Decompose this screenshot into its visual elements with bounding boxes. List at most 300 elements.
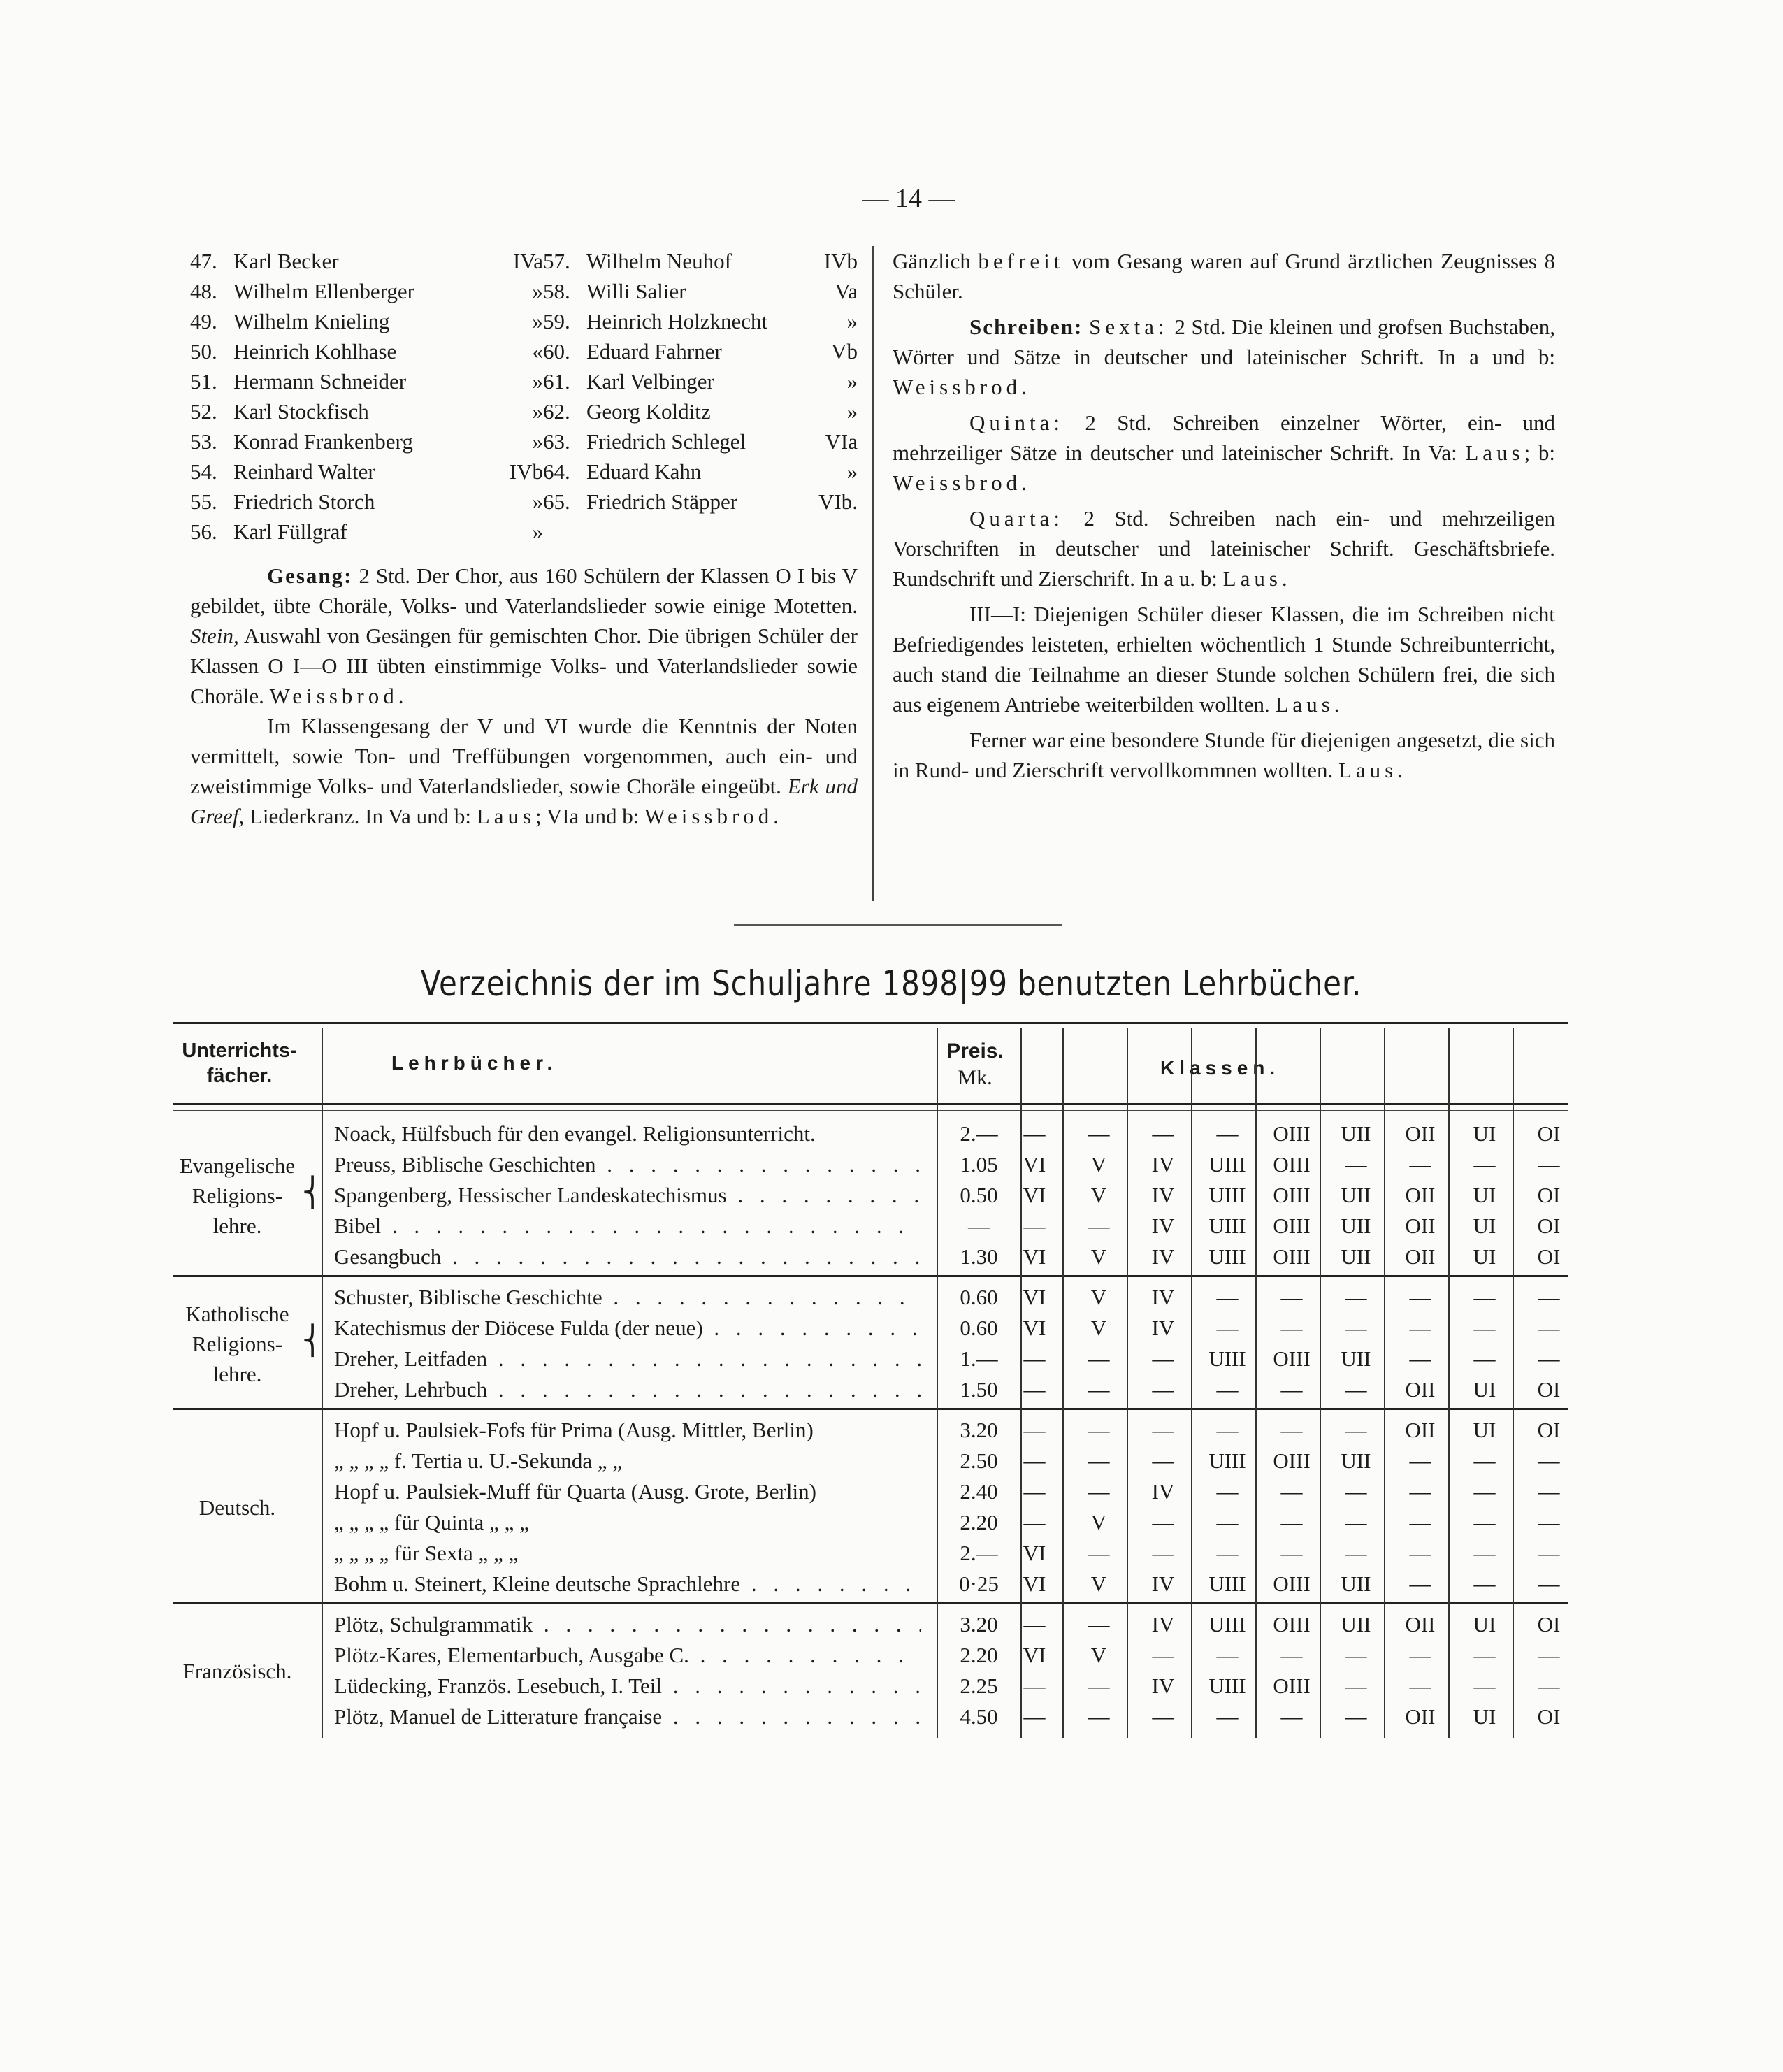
header-bottom-rule [173,1103,1568,1105]
student-class: » [532,519,543,544]
gesang-heading: Gesang: [267,563,353,588]
class-cell: OIII [1273,1183,1311,1207]
class-cell: UII [1341,1571,1371,1596]
student-class: IVb [823,249,858,273]
book-title: Katechismus der Diöcese Fulda (der neue) . . . [334,1313,921,1343]
gesang-paragraph [190,561,858,711]
class-cell: — [1152,1346,1174,1371]
class-cell: — [1345,1285,1367,1309]
subject-label [162,1299,312,1389]
class-cell: UIII [1208,1674,1246,1698]
class-cell: UIII [1208,1152,1246,1177]
class-cell: — [1409,1510,1431,1534]
roll-number: 52. [190,399,217,424]
student-class: » [846,369,858,394]
class-cell: UI [1473,1612,1496,1636]
class-cell: — [1088,1418,1110,1442]
student-name: Karl Becker [233,249,339,273]
class-cell: IV [1151,1612,1175,1636]
book-title: Lüdecking, Französ. Lesebuch, I. Teil . . . [334,1671,921,1701]
gesang-teacher-1: Weissbrod. [269,684,408,708]
class-cell: — [1152,1377,1174,1402]
roll-number: 59. [543,309,570,333]
roll-entry [543,487,858,517]
class-cell: OI [1537,1612,1561,1636]
class-cell: OIII [1273,1152,1311,1177]
class-cell: OIII [1273,1674,1311,1698]
befreit-word: befreit [978,249,1064,273]
student-name: Friedrich Schlegel [586,429,746,454]
class-cell: OII [1405,1612,1436,1636]
header-subject: Unterrichts- fächer. [182,1039,297,1087]
class-cell: — [1345,1479,1367,1504]
quarta-label: Quarta: [969,506,1064,531]
klassengesang-paragraph [190,711,858,831]
student-name: Willi Salier [586,279,686,303]
class-cell: — [1409,1479,1431,1504]
roll-list-right [543,246,858,547]
class-cell: — [1409,1448,1431,1473]
quinta-teacher-2: Weissbrod. [893,470,1031,495]
class-cell: — [1152,1541,1174,1565]
book-title: Noack, Hülfsbuch für den evangel. Religionsunterricht. [334,1121,816,1146]
class-cell: — [1216,1643,1239,1667]
class-cell: — [1538,1541,1560,1565]
roll-entry [543,456,858,487]
class-cell: — [1538,1152,1560,1177]
class-cell: OII [1405,1418,1436,1442]
class-cell: UI [1473,1704,1496,1729]
book-title: Dreher, Leitfaden . . . [334,1344,921,1374]
roll-list-left [190,246,543,547]
book-title: Schuster, Biblische Geschichte . . . [334,1282,921,1312]
column-line [937,1028,938,1738]
class-cell: UII [1341,1346,1371,1371]
class-cell: OIII [1273,1346,1311,1371]
sexta-teacher: Weissbrod. [893,375,1031,399]
class-cell: — [1088,1541,1110,1565]
roll-entry [190,246,543,276]
column-line [1127,1028,1128,1738]
class-cell: — [1345,1510,1367,1534]
student-name: Heinrich Kohlhase [233,339,397,364]
student-class: » [532,369,543,394]
class-cell: IV [1151,1152,1175,1177]
subject-line: Evangelische [179,1153,296,1178]
subject-line: lehre. [212,1213,262,1238]
student-name: Karl Velbinger [586,369,714,394]
class-cell: — [1473,1571,1496,1596]
group-rule [173,1275,1568,1277]
class-cell: UIII [1208,1346,1246,1371]
class-cell: — [1088,1214,1110,1238]
class-cell: — [1152,1418,1174,1442]
book-price: 1.— [960,1346,998,1371]
klassengesang-text-2: Liederkranz. In Va und b: [244,804,477,828]
roll-entry [543,276,858,306]
roll-entry [543,336,858,366]
class-cell: — [1088,1704,1110,1729]
class-cell: — [1345,1674,1367,1698]
gesang-book-1: Stein, [190,624,239,648]
class-cell: OIII [1273,1244,1311,1269]
group-rule [173,1408,1568,1410]
ferner-text: Ferner war eine besondere Stunde für diejenigen angesetzt, die sich in Rund- und Zierschrift vervollkommnen wollten. [893,728,1555,782]
class-cell: — [1345,1418,1367,1442]
student-class: » [532,279,543,303]
class-cell: — [1216,1285,1239,1309]
class-cell: UI [1473,1214,1496,1238]
column-line [1448,1028,1450,1738]
roll-entry [543,366,858,396]
header-price: Preis. Mk. [946,1039,1004,1089]
class-cell: — [1538,1479,1560,1504]
subject-line: Deutsch. [198,1495,276,1520]
ferner-paragraph [893,725,1555,785]
student-name: Friedrich Storch [233,489,375,514]
class-cell: OIII [1273,1214,1311,1238]
book-price: 4.50 [960,1704,998,1729]
class-cell: — [1345,1377,1367,1402]
quinta-teacher-1: Laus [1465,440,1524,465]
class-cell: — [1023,1479,1046,1504]
student-class: VIb. [818,489,858,514]
section-separator [734,924,1062,926]
book-price: — [968,1214,990,1238]
table-title: Verzeichnis der im Schuljahre 1898|99 benutzten Lehrbücher. [420,963,1362,1004]
class-cell: UIII [1208,1448,1246,1473]
class-cell: OII [1405,1244,1436,1269]
student-name: Karl Füllgraf [233,519,347,544]
roll-number: 65. [543,489,570,514]
class-cell: UIII [1208,1612,1246,1636]
class-cell: — [1538,1285,1560,1309]
roll-entry [543,426,858,456]
subject-line: Religions- [192,1183,283,1208]
class-cell: — [1473,1316,1496,1340]
student-name: Heinrich Holzknecht [586,309,768,333]
roll-number: 47. [190,249,217,273]
class-cell: — [1473,1510,1496,1534]
student-class: « [532,339,543,364]
class-cell: UI [1473,1418,1496,1442]
class-cell: OI [1537,1418,1561,1442]
class-cell: — [1023,1612,1046,1636]
class-cell: — [1280,1704,1303,1729]
class-cell: — [1280,1316,1303,1340]
class-cell: — [1473,1643,1496,1667]
class-cell: — [1345,1316,1367,1340]
class-cell: — [1280,1479,1303,1504]
student-name: Wilhelm Ellenberger [233,279,415,303]
column-line [1513,1028,1514,1738]
class-cell: VI [1023,1285,1046,1309]
book-title: Dreher, Lehrbuch . . . [334,1374,921,1404]
class-cell: — [1088,1479,1110,1504]
roll-entry [190,366,543,396]
roll-number: 61. [543,369,570,394]
class-cell: UII [1341,1244,1371,1269]
class-cell: OI [1537,1377,1561,1402]
book-price: 1.50 [960,1377,998,1402]
class-cell: — [1216,1479,1239,1504]
class-cell: UI [1473,1244,1496,1269]
roll-number: 58. [543,279,570,303]
student-class: » [532,489,543,514]
roll-entry [190,336,543,366]
quinta-text-2: ; b: [1524,440,1555,465]
student-name: Eduard Kahn [586,459,702,484]
student-class: IVa [512,249,543,273]
roll-entry [190,487,543,517]
subject-line: Katholische [185,1301,289,1326]
class-cell: — [1538,1346,1560,1371]
roll-number: 51. [190,369,217,394]
header-books: Lehrbücher. [391,1052,558,1074]
schreiben-sexta-paragraph [893,312,1555,402]
quarta-paragraph [893,503,1555,593]
class-cell: — [1345,1152,1367,1177]
column-line [1255,1028,1257,1738]
book-price: 2.40 [960,1479,998,1504]
student-class: » [846,399,858,424]
book-price: 3.20 [960,1418,998,1442]
book-title: „ „ „ „ für Quinta „ „ „ [334,1510,529,1534]
class-cell: — [1023,1674,1046,1698]
class-cell: — [1216,1121,1239,1146]
brace-icon: ⎨ [302,1177,323,1208]
student-class: Va [835,279,858,303]
class-cell: V [1090,1285,1107,1309]
klassengesang-teacher-2: Weissbrod. [644,804,784,828]
class-cell: IV [1151,1316,1175,1340]
class-cell: — [1152,1510,1174,1534]
class-cell: IV [1151,1214,1175,1238]
student-name: Wilhelm Neuhof [586,249,732,273]
book-title: Bibel . . . [334,1211,921,1241]
class-cell: — [1216,1316,1239,1340]
class-cell: — [1088,1612,1110,1636]
class-cell: OII [1405,1183,1436,1207]
book-title: „ „ „ „ für Sexta „ „ „ [334,1541,519,1565]
class-cell: — [1023,1510,1046,1534]
class-cell: OIII [1273,1612,1311,1636]
roll-entry [543,306,858,336]
column-line [1020,1028,1022,1738]
class-cell: — [1473,1152,1496,1177]
class-cell: — [1473,1346,1496,1371]
class-cell: V [1090,1643,1107,1667]
student-class: » [846,309,858,333]
book-price: 0·25 [959,1571,999,1596]
class-cell: — [1152,1704,1174,1729]
book-title: Spangenberg, Hessischer Landeskatechismus . . . [334,1180,921,1210]
class-cell: UII [1341,1612,1371,1636]
class-cell: OI [1537,1214,1561,1238]
class-cell: VI [1023,1244,1046,1269]
class-cell: — [1409,1541,1431,1565]
upper-classes-teacher: Laus. [1275,692,1344,717]
class-cell: V [1090,1571,1107,1596]
book-price: 2.— [960,1121,998,1146]
class-cell: — [1345,1704,1367,1729]
book-price: 2.— [960,1541,998,1565]
class-cell: OII [1405,1121,1436,1146]
class-cell: — [1023,1214,1046,1238]
student-class: » [532,309,543,333]
book-price: 2.20 [960,1643,998,1667]
class-cell: OIII [1273,1448,1311,1473]
student-class: » [532,429,543,454]
class-cell: OII [1405,1214,1436,1238]
class-cell: — [1088,1377,1110,1402]
class-cell: IV [1151,1183,1175,1207]
column-line [1062,1028,1064,1738]
class-cell: UIII [1208,1571,1246,1596]
column-line [322,1028,323,1738]
roll-entry [190,276,543,306]
header-bottom-rule-thin [173,1110,1568,1111]
klassengesang-text-3: ; VIa und b: [535,804,645,828]
class-cell: V [1090,1183,1107,1207]
class-cell: UII [1341,1183,1371,1207]
book-price: 0.60 [960,1285,998,1309]
class-cell: — [1023,1448,1046,1473]
quarta-teacher: Laus. [1222,566,1292,591]
class-cell: IV [1151,1571,1175,1596]
student-class: VIa [825,429,858,454]
roll-entry [190,306,543,336]
class-cell: UIII [1208,1244,1246,1269]
gesang-text-2: Auswahl von Gesängen für gemischten Chor. Die übrigen Schüler der Klassen O I—O III übten einstimmige Volks- und Vaterlandslieder sowie Choräle. [190,624,858,708]
class-cell: — [1216,1541,1239,1565]
class-cell: V [1090,1510,1107,1534]
student-class: IVb [509,459,543,484]
class-cell: IV [1151,1674,1175,1698]
class-cell: OII [1405,1704,1436,1729]
student-class: » [846,459,858,484]
student-name: Eduard Fahrner [586,339,722,364]
class-cell: V [1090,1152,1107,1177]
roll-number: 49. [190,309,217,333]
class-cell: OI [1537,1704,1561,1729]
class-cell: — [1409,1152,1431,1177]
roll-entry [190,426,543,456]
book-price: 2.20 [960,1510,998,1534]
class-cell: — [1409,1674,1431,1698]
class-cell: — [1280,1541,1303,1565]
book-price: 0.50 [960,1183,998,1207]
book-title: Hopf u. Paulsiek-Muff für Quarta (Ausg. Grote, Berlin) [334,1479,816,1504]
column-line [1191,1028,1192,1738]
roll-number: 54. [190,459,217,484]
class-cell: OI [1537,1183,1561,1207]
class-cell: — [1409,1285,1431,1309]
schreiben-heading: Schreiben: [969,315,1083,339]
page-number: — 14 — [862,184,955,213]
roll-number: 48. [190,279,217,303]
student-name: Georg Kolditz [586,399,711,424]
quinta-label: Quinta: [969,410,1064,435]
class-cell: — [1023,1704,1046,1729]
class-cell: VI [1023,1152,1046,1177]
book-price: 3.20 [960,1612,998,1636]
class-cell: OII [1405,1377,1436,1402]
class-cell: UI [1473,1377,1496,1402]
subject-label [162,1656,312,1686]
class-cell: — [1152,1643,1174,1667]
upper-classes-text: III—I: Diejenigen Schüler dieser Klassen, die im Schreiben nicht Befriedigendes leisteten, erhielten wöchentlich 1 Stunde Schreibunterricht, auch stand die Teilnahme an dieser Stunde solchen Schülern frei, die sich aus eigenem Antriebe weiterbilden wollten. [893,602,1555,717]
roll-number: 64. [543,459,570,484]
class-cell: — [1088,1346,1110,1371]
subject-line: Französisch. [182,1658,292,1683]
class-cell: V [1090,1316,1107,1340]
book-price: 1.05 [960,1152,998,1177]
class-cell: VI [1023,1643,1046,1667]
book-title: Plötz, Schulgrammatik . . . [334,1609,921,1639]
class-cell: — [1409,1316,1431,1340]
class-cell: IV [1151,1285,1175,1309]
class-cell: UIII [1208,1214,1246,1238]
class-cell: OIII [1273,1571,1311,1596]
class-cell: — [1088,1121,1110,1146]
roll-number: 63. [543,429,570,454]
student-name: Wilhelm Knieling [233,309,390,333]
class-cell: OI [1537,1121,1561,1146]
student-name: Karl Stockfisch [233,399,369,424]
subject-line: Religions- [192,1331,283,1356]
roll-number: 55. [190,489,217,514]
befreit-text-2: vom Gesang waren auf Grund ärztlichen Zeugnisses 8 Schüler. [893,249,1556,303]
roll-entry [543,246,858,276]
book-price: 2.50 [960,1448,998,1473]
class-cell: — [1023,1377,1046,1402]
class-cell: — [1345,1541,1367,1565]
class-cell: UII [1341,1121,1371,1146]
class-cell: — [1088,1674,1110,1698]
class-cell: — [1473,1674,1496,1698]
book-title: Plötz-Kares, Elementarbuch, Ausgabe C. . . . [334,1640,921,1670]
column-divider [872,246,874,901]
class-cell: — [1538,1643,1560,1667]
class-cell: IV [1151,1244,1175,1269]
student-roll [190,246,858,547]
book-title: Gesangbuch . . . [334,1242,921,1272]
subject-line: lehre. [212,1361,262,1386]
klassengesang-text-1: Im Klassengesang der V und VI wurde die Kenntnis der Noten vermittelt, sowie Ton- und Treffübungen vorgenommen, auch ein- und zweistimmige Volks- und Vaterlandslieder, sowie Choräle eingeübt. [190,714,858,798]
class-cell: VI [1023,1571,1046,1596]
student-name: Reinhard Walter [233,459,375,484]
class-cell: — [1409,1643,1431,1667]
book-price: 0.60 [960,1316,998,1340]
class-cell: OIII [1273,1121,1311,1146]
book-price: 1.30 [960,1244,998,1269]
class-cell: — [1152,1448,1174,1473]
class-cell: — [1280,1643,1303,1667]
book-title: Preuss, Biblische Geschichten . . . [334,1149,921,1179]
gesang-text-1: 2 Std. Der Chor, aus 160 Schülern der Klassen O I bis V gebildet, übte Choräle, Volks- und Vaterlandslieder sowie einige Motetten. [190,563,858,618]
student-name: Konrad Frankenberg [233,429,413,454]
class-cell: — [1088,1448,1110,1473]
class-cell: UII [1341,1214,1371,1238]
class-cell: — [1538,1674,1560,1698]
roll-number: 57. [543,249,570,273]
class-cell: VI [1023,1183,1046,1207]
quinta-paragraph [893,408,1555,498]
class-cell: VI [1023,1541,1046,1565]
class-cell: — [1473,1448,1496,1473]
class-cell: — [1409,1571,1431,1596]
